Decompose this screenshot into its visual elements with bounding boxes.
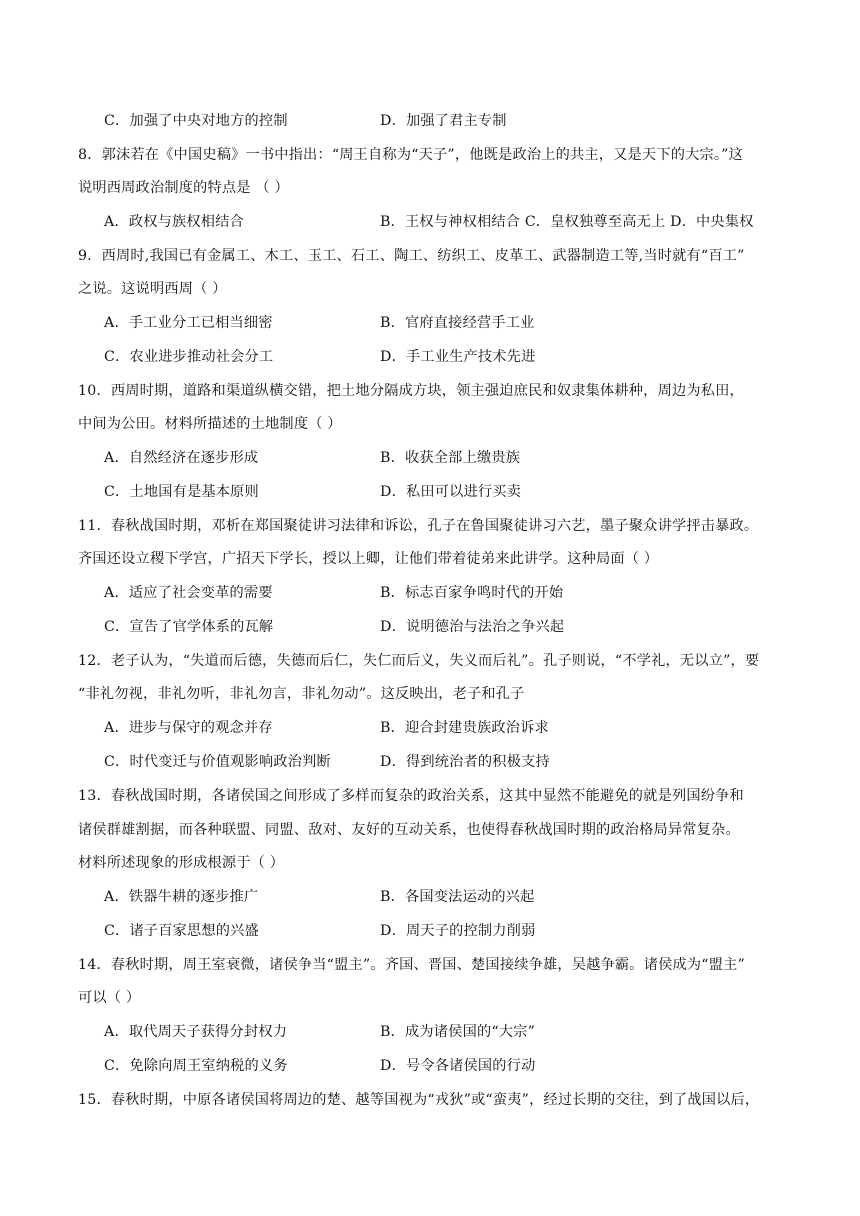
q12-option-a: A．进步与保守的观念并存 [104, 720, 273, 736]
q13-stem-line-1: 13．春秋战国时期，各诸侯国之间形成了多样而复杂的政治关系，这其中显然不能避免的就是列国纷争和 [78, 788, 744, 804]
q11-option-c: C．宣告了官学体系的瓦解 [104, 619, 274, 635]
q12-option-b: B．迎合封建贵族政治诉求 [380, 720, 549, 736]
q12-option-c: C．时代变迁与价值观影响政治判断 [104, 754, 331, 770]
q10-option-d: D．私田可以进行买卖 [380, 484, 522, 500]
q14-option-a: A．取代周天子获得分封权力 [104, 1024, 288, 1040]
q9-option-c: C．农业进步推动社会分工 [104, 349, 274, 365]
q9-option-a: A．手工业分工已相当细密 [104, 315, 273, 331]
q11-option-b: B．标志百家争鸣时代的开始 [380, 585, 564, 601]
q9-option-b: B．官府直接经营手工业 [380, 315, 535, 331]
q14-stem-line-1: 14．春秋时期，周王室衰微，诸侯争当“盟主”。齐国、晋国、楚国接续争雄，吴越争霸。诸侯成为“盟主” [78, 957, 745, 973]
q12-option-d: D．得到统治者的积极支持 [380, 754, 550, 770]
q11-stem-line-2: 齐国还设立稷下学宫，广招天下学长，授以上卿，让他们带着徒弟来此讲学。这种局面（ ） [78, 551, 659, 567]
q12-stem-line-1: 12．老子认为，“失道而后德，失德而后仁，失仁而后义，失义而后礼”。孔子则说，“不学礼，无以立”，要 [78, 653, 760, 669]
q13-option-c: C．诸子百家思想的兴盛 [104, 923, 259, 939]
q8-stem-line-2: 说明西周政治制度的特点是 （ ） [78, 180, 289, 196]
q11-stem-line-1: 11．春秋战国时期，邓析在郑国聚徒讲习法律和诉讼，孔子在鲁国聚徒讲习六艺，墨子聚众讲学抨击暴政。 [78, 518, 759, 534]
q13-stem-line-2: 诸侯群雄割据，而各种联盟、同盟、敌对、友好的互动关系，也使得春秋战国时期的政治格局异常复杂。 [78, 822, 740, 838]
q9-stem-line-2: 之说。这说明西周（ ） [78, 281, 227, 297]
q10-stem-line-1: 10．西周时期，道路和渠道纵横交错，把土地分隔成方块，领主强迫庶民和奴隶集体耕种，周边为私田， [78, 383, 744, 399]
q10-option-a: A．自然经济在逐步形成 [104, 450, 259, 466]
q10-option-c: C．土地国有是基本原则 [104, 484, 259, 500]
q13-option-d: D．周天子的控制力削弱 [380, 923, 536, 939]
q9-option-d: D．手工业生产技术先进 [380, 349, 536, 365]
q11-option-d: D．说明德治与法治之争兴起 [380, 619, 565, 635]
q13-option-a: A．铁器牛耕的逐步推广 [104, 889, 259, 905]
q14-option-d: D．号令各诸侯国的行动 [380, 1058, 536, 1074]
q12-stem-line-2: “非礼勿视，非礼勿听，非礼勿言，非礼勿动”。这反映出，老子和孔子 [78, 686, 525, 702]
q14-stem-line-2: 可以（ ） [78, 990, 141, 1006]
q8-option-a: A．政权与族权相结合 [104, 214, 244, 230]
q7-option-c: C．加强了中央对地方的控制 [104, 113, 288, 129]
q10-stem-line-2: 中间为公田。材料所描述的土地制度（ ） [78, 416, 342, 432]
q13-option-b: B．各国变法运动的兴起 [380, 889, 535, 905]
q8-stem-line-1: 8．郭沫若在《中国史稿》一书中指出：“周王自称为“天子”，他既是政治上的共主，又是天下的大宗。”这 [78, 147, 743, 163]
q14-option-b: B．成为诸侯国的“大宗” [380, 1024, 536, 1040]
q14-option-c: C．免除向周王室纳税的义务 [104, 1058, 288, 1074]
q9-stem-line-1: 9．西周时,我国已有金属工、木工、玉工、石工、陶工、纺织工、皮革工、武器制造工等,当时就有“百工” [78, 248, 745, 264]
q11-option-a: A．适应了社会变革的需要 [104, 585, 273, 601]
q15-stem-line-1: 15．春秋时期，中原各诸侯国将周边的楚、越等国视为“戎狄”或“蛮夷”，经过长期的交往，到了战国以后， [78, 1092, 760, 1108]
q7-option-d: D．加强了君主专制 [380, 113, 507, 129]
q13-stem-line-3: 材料所述现象的形成根源于（ ） [78, 855, 285, 871]
q8-option-bcd: B．王权与神权相结合 C．皇权独尊至高无上 D．中央集权 [380, 214, 754, 230]
q10-option-b: B．收获全部上缴贵族 [380, 450, 521, 466]
